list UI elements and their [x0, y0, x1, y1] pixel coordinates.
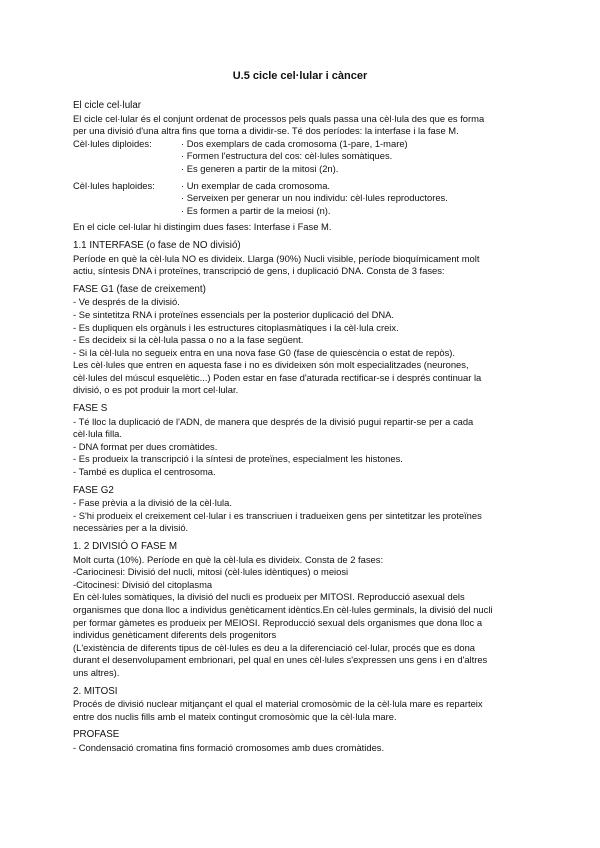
paragraph-line: Procés de divisió nuclear mitjançant el qual el material cromosòmic de la cèl·lula mare es reparteix [73, 698, 483, 710]
paragraph-line: actiu, síntesis DNA i proteïnes, transcripció de gens, i duplicació DNA. Consta de 3 fases: [73, 265, 445, 277]
list-item: · Un exemplar de cada cromosoma. [181, 180, 533, 193]
list-item: - S'hi produeix el creixement cel·lular i es transcriuen i tradueixen gens per sintetitzar les proteïnes [73, 510, 533, 523]
list-item: - Condensació cromatina fins formació cromosomes amb dues cromàtides. [73, 742, 533, 755]
section-heading-interfase: 1.1 INTERFASE (o fase de NO divisió) [73, 239, 241, 251]
list-item: - Ve després de la divisió. [73, 296, 533, 309]
list-item: - També es duplica el centrosoma. [73, 466, 533, 479]
diploid-items [181, 138, 533, 176]
haploid-definition [73, 180, 533, 218]
paragraph-line: individus genèticament diferents dels progenitors [73, 629, 277, 641]
phases-note: En el cicle cel·lular hi distingim dues fases: Interfase i Fase M. [73, 221, 332, 233]
list-item: · Es generen a partir de la mitosi (2n). [181, 163, 533, 176]
paragraph-line: per una divisió d'una altra fins que torna a dividir-se. Té dos períodes: la interfase i la fase M. [73, 125, 459, 137]
section-heading-cicle: El cicle cel·lular [73, 100, 142, 111]
list-item: - Es dupliquen els orgànuls i les estructures citoplasmàtiques i la cèl·lula creix. [73, 322, 533, 335]
list-item: - Es produeix la transcripció i la síntesi de proteïnes, especialment les histones. [73, 453, 533, 466]
diploid-definition [73, 138, 533, 176]
paragraph-line: El cicle cel·lular és el conjunt ordenat de processos pels quals passa una cèl·lula des que es forma [73, 112, 485, 124]
list-item: · Es formen a partir de la meiosi (n). [181, 205, 533, 218]
list-item: - Té lloc la duplicació de l'ADN, de manera que després de la divisió pugui repartir-se per a cada [73, 416, 533, 429]
section-heading-g2: FASE G2 [73, 484, 114, 496]
paragraph-line: Molt curta (10%). Període en què la cèl·lula es divideix. Consta de 2 fases: [73, 553, 384, 565]
paragraph-line: Les cèl·lules que entren en aquesta fase i no es divideixen són molt especialitzades (neurones, [73, 359, 469, 371]
list-item: · Formen l'estructura del cos: cèl·lules somàtiques. [181, 150, 533, 163]
diploid-label: Cèl·lules diploides: [73, 137, 152, 149]
list-item: · Dos exemplars de cada cromosoma (1-pare, 1-mare) [181, 138, 533, 151]
document-title: U.5 cicle cel·lular i càncer [232, 70, 368, 82]
paragraph-line: durant el desenvolupament embrionari, pel qual en unes cèl·lules s'expressen uns gens i en d'altres [73, 654, 488, 666]
paragraph-line: En cèl·lules somàtiques, la divisió del nucli es produeix per MITOSI. Reproducció asexual dels [73, 591, 465, 603]
paragraph-line: (L'existència de diferents tipus de cèl·lules es deu a la diferenciació cel·lular, procés que es dona [73, 641, 476, 653]
paragraph-line: -Citocinesi: Divisió del citoplasma [73, 578, 213, 590]
paragraph-line: uns altres). [73, 666, 120, 678]
section-heading-mitosi: 2. MITOSI [73, 685, 118, 697]
paragraph-line: organismes que dona lloc a individus genèticament idèntics.En cèl·lules germinals, la divisió del nucli [73, 603, 493, 615]
section-heading-fase-m: 1. 2 DIVISIÓ O FASE M [73, 541, 177, 552]
paragraph-line: cèl·lules del múscul esquelètic...) Poden estar en fase d'aturada rectificar-se i després continuar la [73, 371, 482, 383]
list-item: - Se sintetitza RNA i proteïnes essencials per la posterior duplicació del DNA. [73, 309, 533, 322]
paragraph-line: per formar gàmetes es produeix per MEIOSI. Reproducció sexual dels organismes que dona lloc a [73, 616, 483, 628]
list-item: - Es decideix si la cèl·lula passa o no a la fase següent. [73, 334, 533, 347]
paragraph-line: -Cariocinesi: Divisió del nucli, mitosi (cèl·lules idèntiques) o meiosi [73, 566, 349, 578]
list-item-continuation: cèl·lula filla. [73, 428, 122, 440]
paragraph-line: Període en què la cèl·lula NO es divideix. Llarga (90%) Nucli visible, període bioquímicament molt [73, 252, 480, 264]
list-item-continuation: necessàries per a la divisió. [73, 522, 189, 534]
document-body [73, 100, 533, 755]
section-heading-g1: FASE G1 (fase de creixement) [73, 283, 206, 295]
list-item: - Si la cèl·lula no segueix entra en una nova fase G0 (fase de quiescència o estat de repòs). [73, 347, 533, 360]
list-item: - Fase prèvia a la divisió de la cèl·lula. [73, 497, 533, 510]
list-item: · Serveixen per generar un nou individu: cèl·lules reproductores. [181, 192, 533, 205]
haploid-label: Cèl·lules haploides: [73, 179, 155, 191]
paragraph-line: entre dos nuclis fills amb el mateix contingut cromosòmic que la cèl·lula mare. [73, 710, 397, 722]
section-heading-s: FASE S [73, 403, 108, 415]
haploid-items [181, 180, 533, 218]
paragraph-line: divisió, o es pot produir la mort cel·lular. [73, 384, 239, 396]
list-item: - DNA format per dues cromàtides. [73, 441, 533, 454]
section-heading-profase: PROFASE [73, 729, 120, 741]
